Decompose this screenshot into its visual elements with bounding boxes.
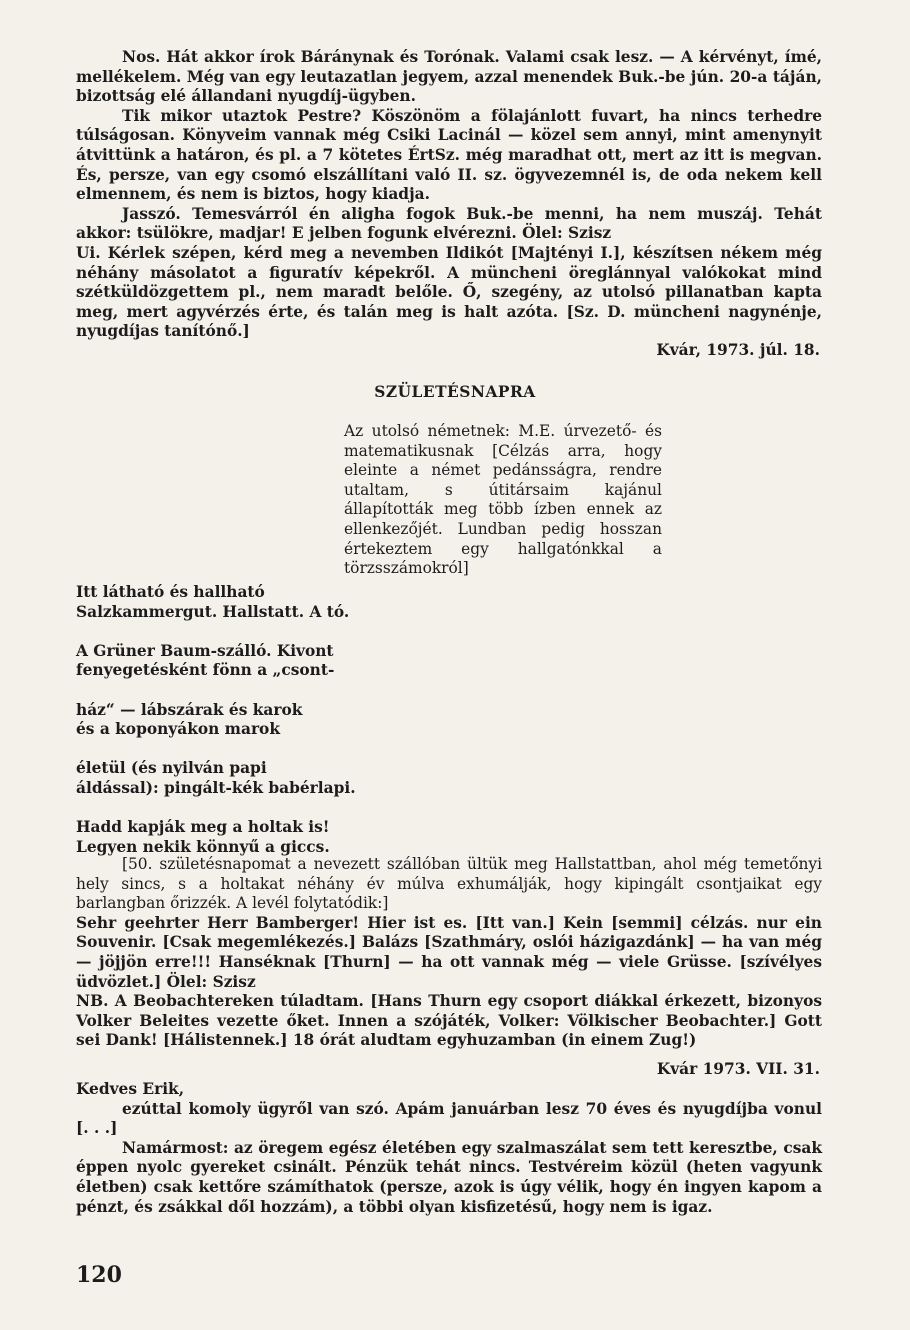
stanza-gap xyxy=(76,622,576,642)
letter-1-paragraph: Jasszó. Temesvárról én aligha fogok Buk.-be menni, ha nem muszáj. Tehát akkor: tsülökre, madjar! E jelben fogunk elvérezni. Ölel: Szisz xyxy=(76,204,822,243)
poem-line: Itt látható és hallható xyxy=(76,583,265,601)
letter-1-postscript: Ui. Kérlek szépen, kérd meg a nevemben Ildikót [Majtényi I.], készítsen nékem még néhány másolatot a figuratív képekről. A müncheni öreglánnyal valókokat mind szétküldözgettem pl., nem maradt belőle. Ő, szegény, az utolsó pillanatban kapta meg, mert agyvérzés érte, és talán meg is halt azóta. [Sz. D. müncheni nagynénje, nyugdíjas tanítónő.] xyxy=(76,243,822,341)
letter-1-paragraph: Tik mikor utaztok Pestre? Köszönöm a fölajánlott fuvart, ha nincs terhedre túlságosan. Könyveim vannak még Csiki Lacinál — közel sem annyi, mint amenynyit átvittünk a határon, és pl. a 7 kötetes ÉrtSz. még maradhat ott, mert az itt is megvan. És, persze, van egy csomó elszállítani való II. sz. ögyvezemnél is, de oda nekem kell elmennem, és nem is biztos, hogy kiadja. xyxy=(76,106,822,204)
stanza-gap xyxy=(76,681,576,701)
poem-body xyxy=(76,583,576,857)
letter-2-date: Kvár 1973. VII. 31. xyxy=(656,1060,820,1078)
poem-line: áldással): pingált-kék babérlapi. xyxy=(76,778,356,797)
stanza-gap xyxy=(76,740,576,760)
commentary-paragraph: NB. A Beobachtereken túladtam. [Hans Thurn egy csoport diákkal érkezett, bizonyos Volker Beleites vezette őket. Innen a szójáték, Volker: Völkischer Beobachter.] Gott sei Dank! [Hálistennek.] 18 órát aludtam egyhuzamban (in einem Zug!) xyxy=(76,992,822,1050)
poem-line: és a koponyákon marok xyxy=(76,720,280,739)
poem-line: fenyegetésként fönn a „csont- xyxy=(76,661,335,680)
commentary-paragraph: Sehr geehrter Herr Bamberger! Hier ist es. [Itt van.] Kein [semmi] célzás. nur ein Souvenir. [Csak megemlékezés.] Balázs [Szathmáry, oslói házigazdánk] — ha van még — jöjjön erre!!! Hanséknak [Thurn] — ha ott vannak még — viele Grüsse. [szívélyes üdvözlet.] Ölel: Szisz xyxy=(76,913,822,991)
letter-2-paragraph: ezúttal komoly ügyről van szó. Apám januárban lesz 70 éves és nyugdíjba vonul [. . .] xyxy=(76,1099,822,1138)
commentary-paragraph: [50. születésnapomat a nevezett szállóban ültük meg Hallstattban, ahol még temetőnyi hely sincs, s a holtakat néhány év múlva exhumálják, hogy kipingált csontjaikat egy barlangban őrizzék. A levél folytatódik:] xyxy=(76,855,822,913)
stanza-gap xyxy=(76,799,576,819)
poem-line: Hadd kapják meg a holtak is! xyxy=(76,818,330,837)
letter-1 xyxy=(76,48,822,342)
poem-line: Salzkammergut. Hallstatt. A tó. xyxy=(76,602,350,621)
poem-line: ház“ — lábszárak és karok xyxy=(76,700,303,719)
commentary xyxy=(76,855,822,1051)
letter-1-paragraph: Nos. Hát akkor írok Báránynak és Torónak. Valami csak lesz. — A kérvényt, ímé, mellékelem. Még van egy leutazatlan jegyem, azzal menendek Buk.-be jún. 20-a táján, bizottság elé állandani nyugdíj-ügyben. xyxy=(76,48,822,106)
page-number: 120 xyxy=(76,1262,122,1288)
poem-dedication: Az utolsó németnek: M.E. úrvezető- és matematikusnak [Célzás arra, hogy eleinte a német pedánsságra, rendre utaltam, s útitársaim kajánul állapították meg több ízben ennek az ellenkezőjét. Lundban pedig hosszan értekeztem egy hallgatónkkal a törzsszámokról] xyxy=(344,422,662,578)
letter-2-paragraph: Namármost: az öregem egész életében egy szalmaszálat sem tett keresztbe, csak éppen nyolc gyereket csinált. Pénzük tehát nincs. Testvéreim közül (heten vagyunk életben) csak kettőre számíthatok (persze, azok is úgy vélik, hogy én ingyen kapom a pénzt, és zsákkal dől hozzám), a többi olyan kisfizetésű, hogy nem is igaz. xyxy=(76,1138,822,1216)
letter-2-salutation: Kedves Erik, xyxy=(76,1080,185,1098)
poem-line: életül (és nyilván papi xyxy=(76,759,267,778)
poem-line: A Grüner Baum-szálló. Kivont xyxy=(76,641,334,660)
poem-line: Legyen nekik könnyű a giccs. xyxy=(76,837,330,856)
letter-2 xyxy=(76,1080,822,1217)
poem-title: SZÜLETÉSNAPRA xyxy=(374,383,536,401)
letter-1-date: Kvár, 1973. júl. 18. xyxy=(656,341,820,359)
